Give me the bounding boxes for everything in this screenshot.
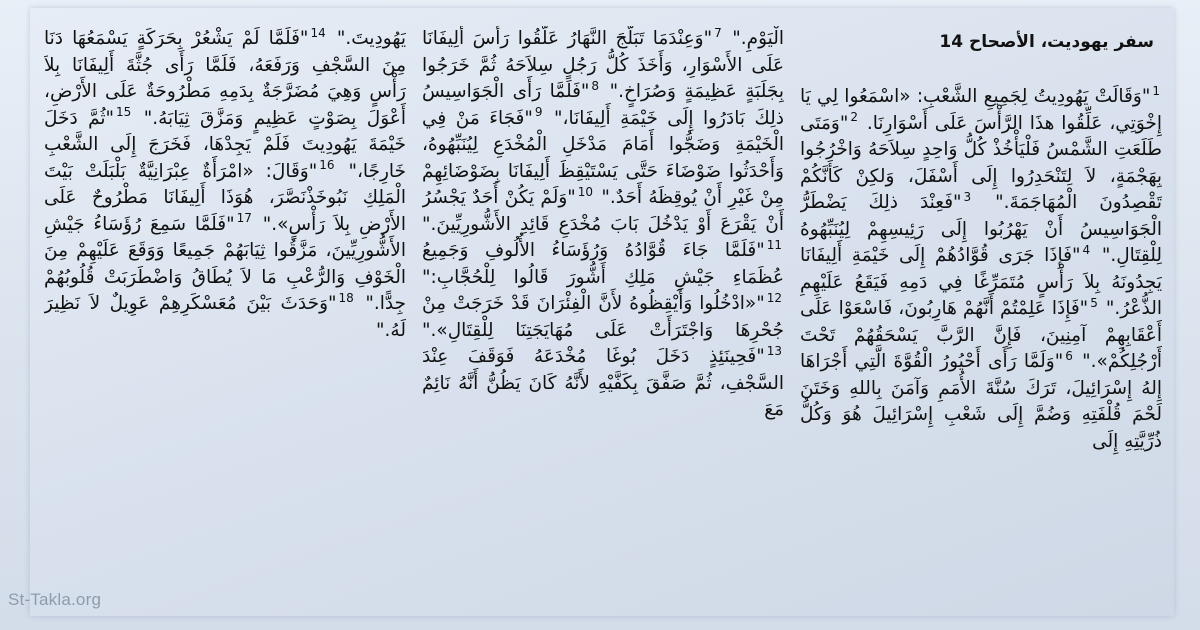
verse-text: "فَإِذَا جَرَى قُوَّادُهُمْ إِلَى خَيْمَةِ أَلِيفَانَا يَجِدُونَهُ بِلاَ رَأْسٍ مُتَمَرِّغًا فِي دَمِهِ فَيَقَعُ عَلَيْهِمِ الذُّعْرُ." xyxy=(800,245,1162,319)
verse-number: 13 xyxy=(766,343,782,358)
column-middle xyxy=(422,26,784,604)
verse-number: 3 xyxy=(963,189,972,204)
verse-number: 6 xyxy=(1065,348,1073,363)
verse-text: "وَحَدَثَ بَيْنَ مُعَسْكَرِهِمْ عَوِيلٌ لاَ نَظِيرَ لَهُ." xyxy=(44,293,406,341)
verse-text: "فَعِنْدَ ذلِكَ يَضْطَرُّ الْجَوَاسِيسُ أَنْ يَهْرُبُوا إِلَى رَئِيسِهِمْ لِيُنَبِّهُوهُ لِلْقِتَالِ." xyxy=(800,192,1162,266)
verse-number: 9 xyxy=(534,105,543,120)
verse-list xyxy=(422,26,784,424)
column-left xyxy=(44,26,406,604)
verse-text: يَهُودِيتَ." xyxy=(336,28,406,49)
verse-text: "وَلَمْ يَكُنْ أَحَدٌ يَجْسُرُ أَنْ يَقْرَعَ أَوْ يَدْخُلَ بَابَ مُخْدَعِ قَائِدِ الأَشُّورِيِّينَ." xyxy=(422,187,784,235)
verse-number: 7 xyxy=(714,26,722,40)
verse-text: "ثُمَّ دَخَلَ خَيْمَةَ يَهُودِيتَ فَلَمْ يَجِدْهَا، فَخَرَجَ إِلَى الشَّعْبِ خَارِجًا،" xyxy=(44,107,406,182)
verse-text: "«ادْخُلُوا وَأَيْقِظُوهُ لأَنَّ الْفِئْرَانَ قَدْ خَرَجَتْ مِنْ جُحْرِهَا وَاجْتَرَأَتْ عَلَى مُهَايَجَتِنَا لِلْقِتَالِ»." xyxy=(422,293,784,341)
verse-number: 11 xyxy=(766,237,782,252)
verse-text: "وَمَتَى طَلَعَتِ الشَّمْسُ فَلْيَأْخُذْ كُلُّ وَاحِدٍ سِلاَحَهُ وَاخْرُجُوا بِهَجْمَةٍ، لاَ لِتَنْحَدِرُوا إِلَى أَسْفَلَ، وَلكِنْ كَأَنَّكُمْ تَقْصِدُونَ الْمُهَاجَمَةَ." xyxy=(800,112,1162,213)
verse-number: 5 xyxy=(1090,295,1098,310)
verse-number: 12 xyxy=(766,290,782,305)
column-right xyxy=(800,26,1162,604)
chapter-heading: سفر يهوديت، الأصحاح 14 xyxy=(939,32,1154,52)
verse-number: 15 xyxy=(116,105,132,120)
verse-number: 14 xyxy=(310,26,326,40)
verse-text: "فَلَمَّا لَمْ يَشْعُرْ بِحَرَكَةٍ يَسْمَعُهَا دَنَا مِنَ السَّجْفِ وَرَفَعَهُ، فَلَمَّا رَأَى جُثَّةَ أَلِيفَانَا بِلاَ رَأْسٍ وَهِيَ مُضَرَّجَةٌ بِدَمِهِ مَطْرُوحَةٌ عَلَى الأَرْضِ، أَعْوَلَ بِصَوْتٍ عَظِيمٍ وَمَزَّقَ ثِيَابَهُ." xyxy=(44,28,406,129)
verse-text: "وَعِنْدَمَا تَبَلَّجَ النَّهَارُ عَلَّقُوا رَأْسَ أَلِيفَانَا عَلَى الأَسْوَارِ، وَأَخَذَ كُلُّ رَجُلٍ سِلاَحَهُ ثُمَّ خَرَجُوا بِجَلَبَةٍ عَظِيمَةٍ وَصُرَاخٍ." xyxy=(422,28,784,102)
verse-text: "وَقَالَتْ يَهُودِيتُ لِجَمِيعِ الشَّعْبِ: «اسْمَعُوا لِي يَا إِخْوَتِي، عَلِّقُوا هذَا الرَّأْسَ عَلَى أَسْوَارِنَا. xyxy=(800,86,1162,134)
verse-number: 18 xyxy=(338,290,354,305)
site-watermark: St-Takla.org xyxy=(8,590,102,609)
verse-number: 2 xyxy=(850,110,858,125)
verse-number: 16 xyxy=(319,158,335,173)
text-panel xyxy=(30,8,1174,616)
verse-text: "وَقَالَ: «امْرَأَةٌ عِبْرَانِيَّةٌ بَلْبَلَتْ بَيْتَ الْمَلِكِ نَبُوخَذْنَصَّرَ، هُوَذَا أَلِيفَانَا مَطْرُوحٌ عَلَى الأَرْضِ بِلاَ رَأْسٍ»." xyxy=(44,160,406,235)
verse-number: 8 xyxy=(591,78,600,93)
verse-number: 4 xyxy=(1082,242,1091,257)
verse-text: "فَلَمَّا رَأَى الْجَوَاسِيسُ ذلِكَ بَادَرُوا إِلَى خَيْمَةِ أَلِيفَانَا،" xyxy=(422,81,784,129)
verse-text: "وَلَمَّا رَأَى أَحْيُورُ الْقُوَّةَ الَّتِي أَجْرَاهَا إِلهُ إِسْرَائِيلَ، تَرَكَ سُنَّةَ الأُمَمِ وَآمَنَ بِاللهِ وَخَتَنَ لَحْمَ قُلْفَتِهِ وَضُمَّ إِلَى شَعْبِ إِسْرَائِيلَ هُوَ وَكُلُّ ذُرِّيَّتِهِ إِلَى xyxy=(800,351,1162,452)
verse-number: 10 xyxy=(577,184,594,199)
verse-text: "فَحِينَئِذٍ دَخَلَ بُوغَا مُخْدَعَهُ فَوَقَفَ عِنْدَ السَّجْفِ، ثُمَّ صَفَّقَ بِكَفَّيْهِ لأَنَّهُ كَانَ يَظُنُّ أَنَّهُ نَائِمٌ مَعَ xyxy=(422,346,784,420)
verse-text: "فَجَاءَ مَنْ فِي الْخَيْمَةِ وَضَجُّوا أَمَامَ مَدْخَلِ الْمُخْدَعِ لِيُنَبِّهُوهُ، وَأَحْدَثُوا ضَوْضَاءَ حَتَّى يَسْتَيْقِظَ أَلِيفَانَا بِضَوْضَائِهِمْ مِنْ غَيْرِ أَنْ يُوقِظَهُ أَحَدٌ." xyxy=(422,107,784,208)
verse-list xyxy=(44,26,406,344)
verse-text: "فَلَمَّا سَمِعَ رُؤَسَاءُ جَيْشِ الأَشُّورِيِّينَ، مَزَّقُوا ثِيَابَهُمْ جَمِيعًا وَوَقَعَ عَلَيْهِمْ مِنَ الْخَوْفِ وَالرُّعْبِ مَا لاَ يُطَاقُ وَاضْطَرَبَتْ قُلُوبُهُمْ جِدًّا." xyxy=(44,213,406,314)
verse-list xyxy=(800,84,1162,455)
verse-text: الْيَوْمِ." xyxy=(732,28,784,49)
verse-text: "فَإِذَا عَلِمْتُمْ أَنَّهُمْ هَارِبُونَ، فَاسْعَوْا عَلَى أَعْقَابِهِمْ آمِنِينَ، فَإِنَّ الرَّبَّ يَسْحَقُهُمْ تَحْتَ أَرْجُلِكُمْ»." xyxy=(800,298,1162,372)
verse-number: 1 xyxy=(1152,83,1160,98)
verse-number: 17 xyxy=(236,211,252,226)
verse-text: "فَلَمَّا جَاءَ قُوَّادُهُ وَرُؤَسَاءُ الأُلُوفِ وَجَمِيعُ عُظَمَاءِ جَيْشِ مَلِكِ أَشُّورَ قَالُوا لِلْحُجَّابِ:" xyxy=(422,240,784,288)
